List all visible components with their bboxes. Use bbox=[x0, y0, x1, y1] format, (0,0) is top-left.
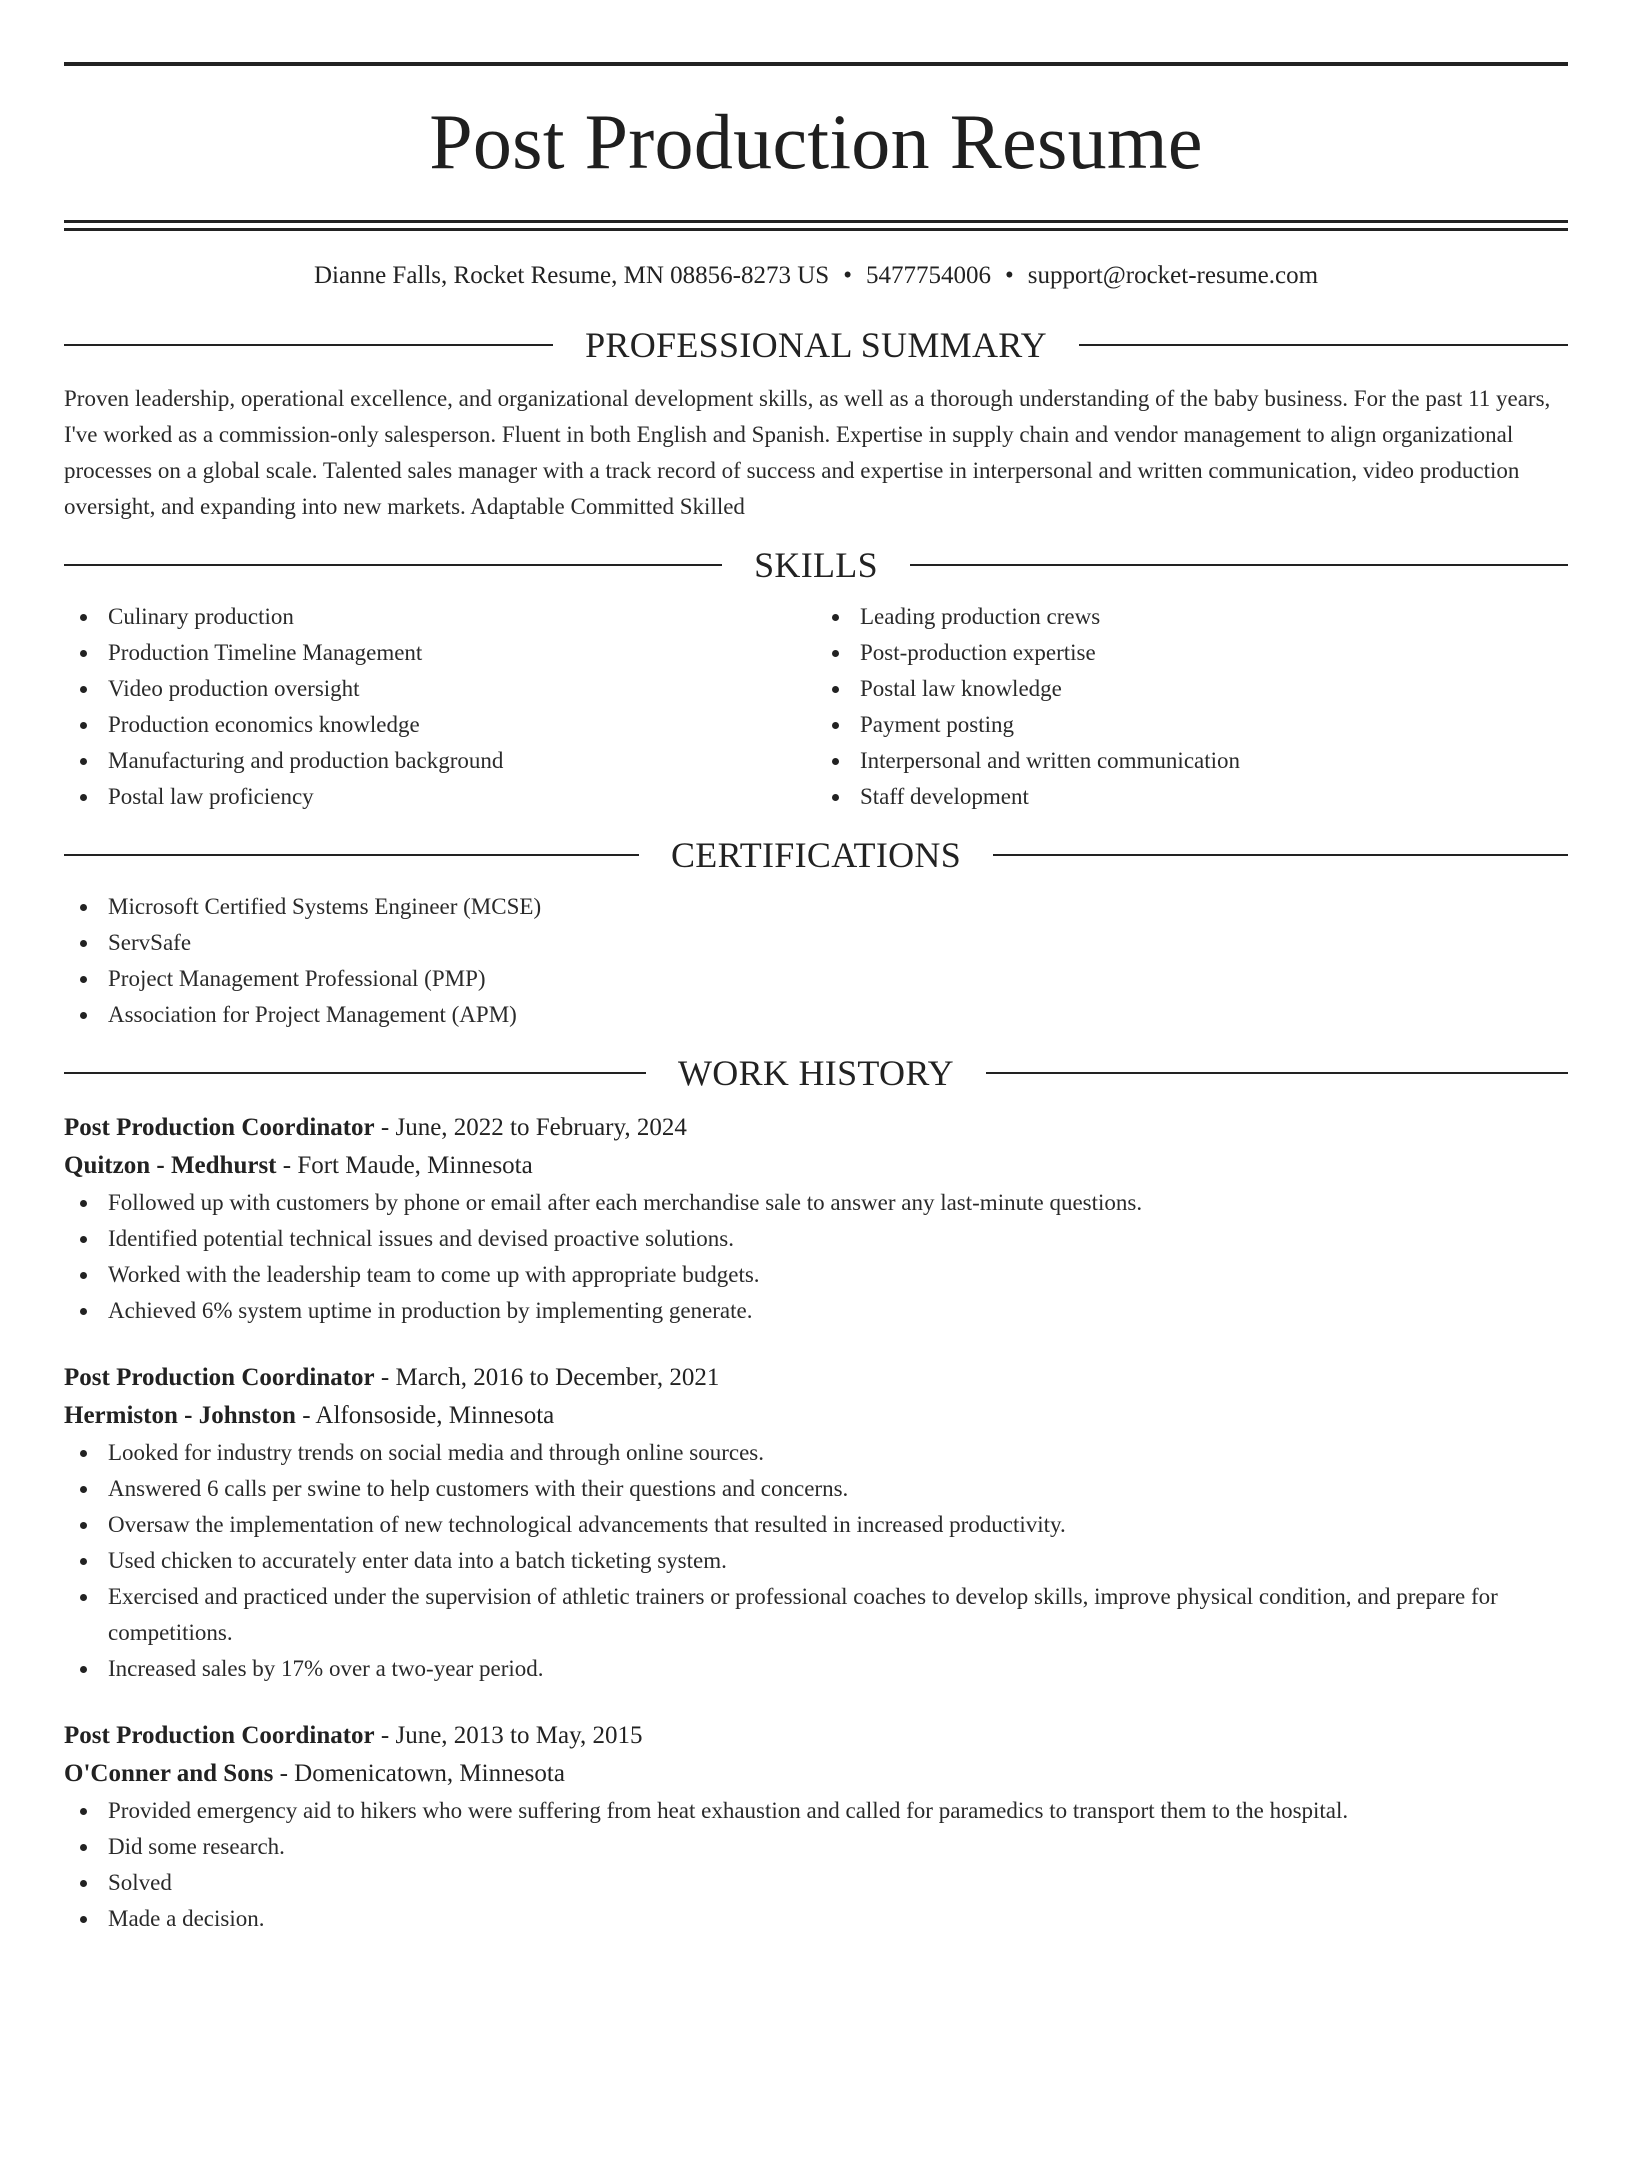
top-rule bbox=[64, 62, 1568, 66]
skill-item: Interpersonal and written communication bbox=[816, 743, 1568, 779]
divider-line bbox=[64, 564, 722, 566]
skill-item: Culinary production bbox=[64, 599, 816, 635]
job-company-line bbox=[64, 1755, 1568, 1793]
job-duty-item: Solved bbox=[64, 1865, 1568, 1901]
skills-list-left bbox=[64, 599, 816, 815]
summary-text: Proven leadership, operational excellence, and organizational development skills, as well as a thorough understanding of the baby business. For the past 11 years, I've worked as a commission-only salesperson. Fluent in both English and Spanish. Expertise in supply chain and vendor management to align organizational processes on a global scale. Talented sales manager with a track record of success and expertise in interpersonal and written communication, video production oversight, and expanding into new markets. Adaptable Committed Skilled bbox=[64, 386, 1551, 519]
job-duty-item: Provided emergency aid to hikers who were suffering from heat exhaustion and called for paramedics to transport them to the hospital. bbox=[64, 1793, 1568, 1829]
job-dates: - March, 2016 to December, 2021 bbox=[374, 1364, 720, 1391]
divider-line bbox=[64, 344, 553, 346]
job-role: Post Production Coordinator bbox=[64, 1722, 375, 1749]
skill-item: Manufacturing and production background bbox=[64, 743, 816, 779]
divider-line bbox=[986, 1072, 1568, 1074]
skill-item: Production Timeline Management bbox=[64, 635, 816, 671]
skills-column-right bbox=[816, 599, 1568, 815]
section-title: SKILLS bbox=[754, 545, 878, 585]
job-company: Quitzon - Medhurst bbox=[64, 1152, 277, 1179]
job-duties-list bbox=[64, 1793, 1568, 1937]
job-location: - Fort Maude, Minnesota bbox=[276, 1152, 533, 1179]
job-title-line bbox=[64, 1359, 1568, 1397]
skill-item: Postal law knowledge bbox=[816, 671, 1568, 707]
divider-line bbox=[64, 854, 639, 856]
job-duty-item: Increased sales by 17% over a two-year period. bbox=[64, 1651, 1568, 1687]
job-company-line bbox=[64, 1147, 1568, 1185]
job-duty-item: Looked for industry trends on social media and through online sources. bbox=[64, 1435, 1568, 1471]
contact-separator: • bbox=[843, 262, 852, 289]
job-duty-item: Identified potential technical issues and devised proactive solutions. bbox=[64, 1221, 1568, 1257]
certifications-list bbox=[64, 889, 1568, 1033]
job-duty-item: Achieved 6% system uptime in production by implementing generate. bbox=[64, 1293, 1568, 1329]
certification-item: Microsoft Certified Systems Engineer (MCSE) bbox=[64, 889, 1568, 925]
divider-line bbox=[64, 1072, 646, 1074]
skill-item: Postal law proficiency bbox=[64, 779, 816, 815]
resume-title: Post Production Resume bbox=[429, 98, 1203, 185]
skills-column-left bbox=[64, 599, 816, 815]
title-double-rule bbox=[64, 220, 1568, 231]
contact-email: support@rocket-resume.com bbox=[1027, 262, 1319, 289]
job-entry bbox=[64, 1359, 1568, 1687]
skills-list-right bbox=[816, 599, 1568, 815]
job-role: Post Production Coordinator bbox=[64, 1114, 375, 1141]
certification-item: Project Management Professional (PMP) bbox=[64, 961, 1568, 997]
job-role: Post Production Coordinator bbox=[64, 1364, 375, 1391]
job-duty-item: Followed up with customers by phone or email after each merchandise sale to answer any last-minute questions. bbox=[64, 1185, 1568, 1221]
skill-item: Staff development bbox=[816, 779, 1568, 815]
job-entry bbox=[64, 1109, 1568, 1329]
section-title: CERTIFICATIONS bbox=[670, 835, 962, 875]
resume-page bbox=[0, 62, 1632, 2174]
job-company-line bbox=[64, 1397, 1568, 1435]
skill-item: Production economics knowledge bbox=[64, 707, 816, 743]
section-header-skills bbox=[64, 543, 1568, 587]
skill-item: Leading production crews bbox=[816, 599, 1568, 635]
job-title-line bbox=[64, 1109, 1568, 1147]
divider-line bbox=[1079, 344, 1568, 346]
contact-address: Dianne Falls, Rocket Resume, MN 08856-8273 US bbox=[313, 262, 830, 289]
job-duty-item: Made a decision. bbox=[64, 1901, 1568, 1937]
job-duty-item: Worked with the leadership team to come up with appropriate budgets. bbox=[64, 1257, 1568, 1293]
job-duties-list bbox=[64, 1435, 1568, 1687]
section-header-work-history bbox=[64, 1051, 1568, 1095]
section-header-summary bbox=[64, 323, 1568, 367]
job-duty-item: Exercised and practiced under the supervision of athletic trainers or professional coaches to develop skills, improve physical condition, and prepare for competitions. bbox=[64, 1579, 1568, 1651]
job-company: Hermiston - Johnston bbox=[64, 1402, 296, 1429]
job-duty-item: Answered 6 calls per swine to help customers with their questions and concerns. bbox=[64, 1471, 1568, 1507]
job-dates: - June, 2013 to May, 2015 bbox=[374, 1722, 643, 1749]
section-header-certifications bbox=[64, 833, 1568, 877]
contact-separator: • bbox=[1004, 262, 1014, 289]
contact-phone: 5477754006 bbox=[865, 262, 991, 289]
job-duty-item: Used chicken to accurately enter data into a batch ticketing system. bbox=[64, 1543, 1568, 1579]
job-dates: - June, 2022 to February, 2024 bbox=[374, 1114, 687, 1141]
skill-item: Video production oversight bbox=[64, 671, 816, 707]
job-entry bbox=[64, 1717, 1568, 1937]
skill-item: Payment posting bbox=[816, 707, 1568, 743]
divider-line bbox=[910, 564, 1568, 566]
section-title: PROFESSIONAL SUMMARY bbox=[585, 325, 1047, 365]
section-title: WORK HISTORY bbox=[678, 1053, 954, 1093]
job-duty-item: Oversaw the implementation of new technological advancements that resulted in increased productivity. bbox=[64, 1507, 1568, 1543]
job-duty-item: Did some research. bbox=[64, 1829, 1568, 1865]
contact-line bbox=[64, 261, 1568, 291]
skills-grid bbox=[64, 599, 1568, 815]
certification-item: ServSafe bbox=[64, 925, 1568, 961]
job-title-line bbox=[64, 1717, 1568, 1755]
divider-line bbox=[993, 854, 1568, 856]
job-location: - Domenicatown, Minnesota bbox=[273, 1760, 565, 1787]
skill-item: Post-production expertise bbox=[816, 635, 1568, 671]
job-company: O'Conner and Sons bbox=[64, 1760, 274, 1787]
certification-item: Association for Project Management (APM) bbox=[64, 997, 1568, 1033]
job-duties-list bbox=[64, 1185, 1568, 1329]
job-location: - Alfonsoside, Minnesota bbox=[295, 1402, 555, 1429]
